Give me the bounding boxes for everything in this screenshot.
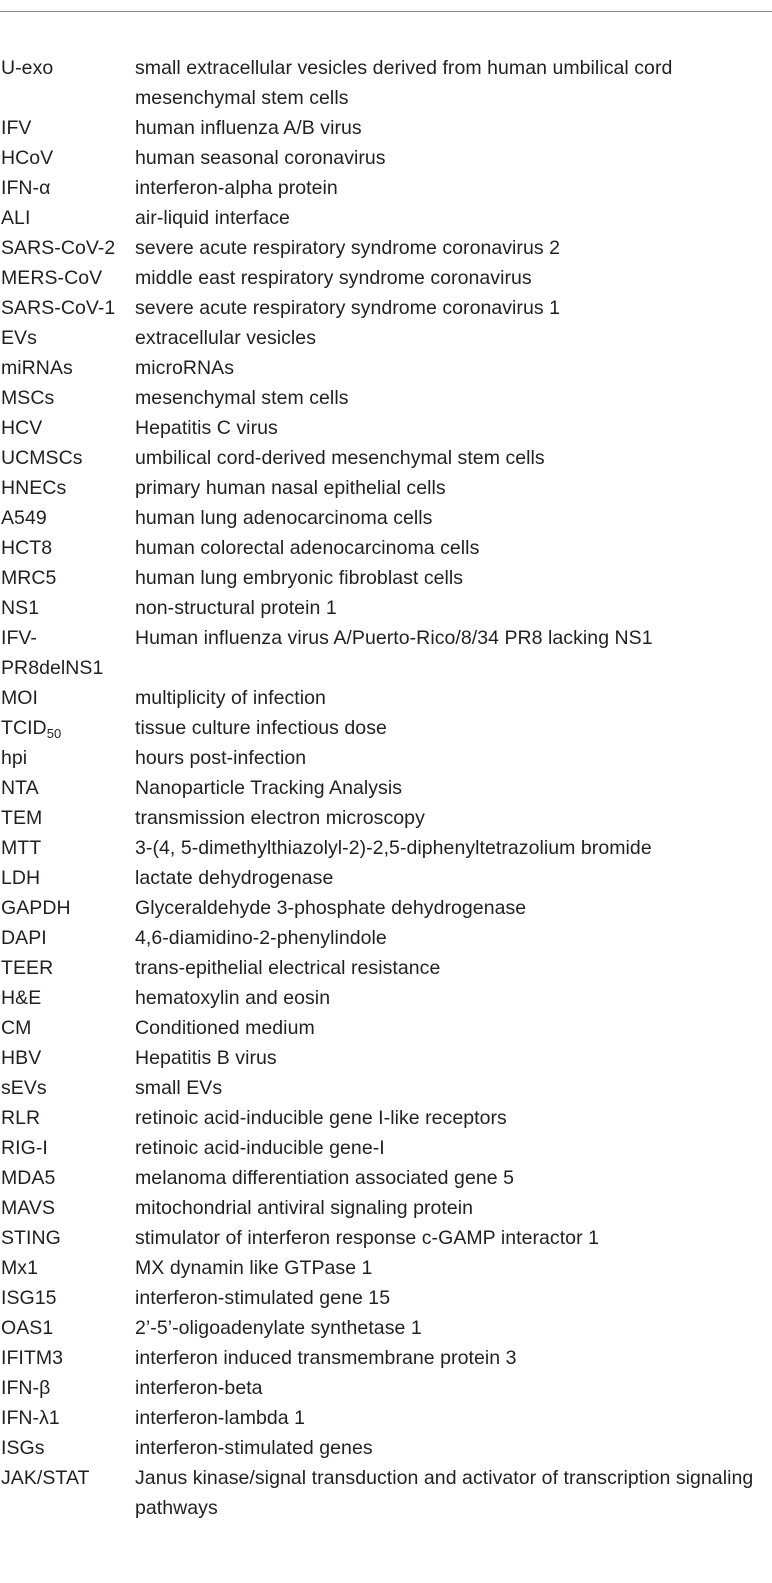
abbreviation-definition: umbilical cord-derived mesenchymal stem cells <box>135 447 545 469</box>
abbreviation-row <box>1 263 761 293</box>
abbreviation-term <box>1 683 135 713</box>
abbreviation-term <box>1 1433 135 1463</box>
abbreviation-row <box>1 113 761 143</box>
abbreviation-term-text: JAK/STAT <box>1 1467 90 1489</box>
abbreviation-term-text: ISGs <box>1 1437 45 1459</box>
abbreviation-term <box>1 203 135 233</box>
abbreviation-term-text: sEVs <box>1 1077 47 1099</box>
abbreviation-row <box>1 893 761 923</box>
abbreviation-term <box>1 593 135 623</box>
abbreviation-row <box>1 293 761 323</box>
abbreviation-row <box>1 1313 761 1343</box>
abbreviation-term-text: miRNAs <box>1 357 73 379</box>
abbreviation-term-text: OAS1 <box>1 1317 54 1339</box>
abbreviation-definition: Glyceraldehyde 3-phosphate dehydrogenase <box>135 897 527 919</box>
abbreviation-definition: melanoma differentiation associated gene 5 <box>135 1167 514 1189</box>
top-rule <box>0 11 772 12</box>
abbreviation-term <box>1 1163 135 1193</box>
abbreviation-term-text: LDH <box>1 867 41 889</box>
abbreviation-term-text: H&E <box>1 987 42 1009</box>
abbreviation-row <box>1 1373 761 1403</box>
abbreviation-term <box>1 353 135 383</box>
abbreviation-definition: trans-epithelial electrical resistance <box>135 957 441 979</box>
abbreviation-definition: transmission electron microscopy <box>135 807 425 829</box>
abbreviation-term-text: EVs <box>1 327 37 349</box>
abbreviation-definition: stimulator of interferon response c-GAMP interactor 1 <box>135 1227 599 1249</box>
abbreviation-row <box>1 773 761 803</box>
abbreviations-table <box>1 53 761 1523</box>
abbreviation-term <box>1 293 135 323</box>
abbreviation-term <box>1 1193 135 1223</box>
abbreviation-definition: MX dynamin like GTPase 1 <box>135 1257 373 1279</box>
abbreviation-term-text: RLR <box>1 1107 41 1129</box>
abbreviation-row <box>1 1223 761 1253</box>
abbreviation-term <box>1 863 135 893</box>
abbreviation-definition: 4,6-diamidino-2-phenylindole <box>135 927 387 949</box>
abbreviation-term <box>1 1373 135 1403</box>
abbreviation-definition: human seasonal coronavirus <box>135 147 386 169</box>
abbreviation-term-text: A549 <box>1 507 47 529</box>
abbreviation-term <box>1 803 135 833</box>
abbreviation-row <box>1 953 761 983</box>
abbreviation-row <box>1 593 761 623</box>
abbreviation-row <box>1 443 761 473</box>
abbreviation-term-text: HCT8 <box>1 537 53 559</box>
abbreviation-term <box>1 1253 135 1283</box>
abbreviation-row <box>1 713 761 743</box>
abbreviation-definition: extracellular vesicles <box>135 327 316 349</box>
abbreviation-term <box>1 173 135 203</box>
abbreviation-term-text: TCID <box>1 717 47 739</box>
abbreviation-row <box>1 863 761 893</box>
abbreviation-term-text: MTT <box>1 837 42 859</box>
abbreviation-term <box>1 323 135 353</box>
abbreviation-term-text: MAVS <box>1 1197 56 1219</box>
abbreviation-term-text: HCV <box>1 417 43 439</box>
abbreviation-row <box>1 383 761 413</box>
abbreviation-definition: air-liquid interface <box>135 207 290 229</box>
abbreviation-term <box>1 623 135 683</box>
abbreviation-term-text: UCMSCs <box>1 447 83 469</box>
abbreviation-term <box>1 773 135 803</box>
abbreviation-definition: multiplicity of infection <box>135 687 326 709</box>
abbreviation-term <box>1 443 135 473</box>
abbreviation-definition: hours post-infection <box>135 747 307 769</box>
abbreviation-term-text: U-exo <box>1 57 54 79</box>
abbreviation-term-text: IFV <box>1 117 32 139</box>
abbreviation-term-text: DAPI <box>1 927 47 949</box>
abbreviation-definition: human lung adenocarcinoma cells <box>135 507 433 529</box>
abbreviation-row <box>1 1433 761 1463</box>
abbreviation-term-text: MRC5 <box>1 567 57 589</box>
abbreviation-definition: interferon induced transmembrane protein 3 <box>135 1347 517 1369</box>
abbreviation-term-text: HBV <box>1 1047 42 1069</box>
abbreviation-row <box>1 1103 761 1133</box>
abbreviation-term <box>1 113 135 143</box>
abbreviation-term <box>1 743 135 773</box>
abbreviation-definition: interferon-lambda 1 <box>135 1407 306 1429</box>
abbreviation-term-text: TEER <box>1 957 54 979</box>
abbreviation-term <box>1 1133 135 1163</box>
abbreviation-definition: Nanoparticle Tracking Analysis <box>135 777 403 799</box>
abbreviation-definition: 2’-5’-oligoadenylate synthetase 1 <box>135 1317 422 1339</box>
abbreviation-term-text: ISG15 <box>1 1287 57 1309</box>
abbreviation-term <box>1 263 135 293</box>
abbreviation-term-text: STING <box>1 1227 61 1249</box>
abbreviation-term-text: IFV-PR8delNS1 <box>1 627 104 679</box>
abbreviation-term <box>1 503 135 533</box>
abbreviation-definition: primary human nasal epithelial cells <box>135 477 446 499</box>
abbreviation-term-text: MDA5 <box>1 1167 56 1189</box>
abbreviation-term <box>1 413 135 443</box>
abbreviation-definition: human influenza A/B virus <box>135 117 362 139</box>
abbreviation-term-subscript: 50 <box>46 726 62 741</box>
abbreviation-definition: Janus kinase/signal transduction and activator of transcription signaling pathways <box>135 1467 754 1519</box>
abbreviation-definition: small EVs <box>135 1077 223 1099</box>
abbreviation-term-text: CM <box>1 1017 32 1039</box>
abbreviation-row <box>1 983 761 1013</box>
abbreviation-term <box>1 1013 135 1043</box>
abbreviation-row <box>1 1343 761 1373</box>
abbreviation-definition: microRNAs <box>135 357 235 379</box>
abbreviation-row <box>1 803 761 833</box>
abbreviation-term-text: HNECs <box>1 477 67 499</box>
abbreviation-definition: retinoic acid-inducible gene I-like receptors <box>135 1107 507 1129</box>
abbreviation-definition: mitochondrial antiviral signaling protein <box>135 1197 474 1219</box>
abbreviation-definition: Human influenza virus A/Puerto-Rico/8/34 PR8 lacking NS1 <box>135 627 653 649</box>
abbreviation-term-text: NTA <box>1 777 39 799</box>
abbreviation-term-text: Mx1 <box>1 1257 38 1279</box>
abbreviation-row <box>1 1193 761 1223</box>
abbreviation-term <box>1 53 135 113</box>
abbreviation-term <box>1 983 135 1013</box>
abbreviation-term-text: IFN-β <box>1 1377 51 1399</box>
abbreviation-term-text: HCoV <box>1 147 54 169</box>
abbreviation-term-text: MSCs <box>1 387 55 409</box>
abbreviations-table-body <box>1 53 761 1523</box>
abbreviation-definition: lactate dehydrogenase <box>135 867 334 889</box>
abbreviation-term-text: MERS-CoV <box>1 267 103 289</box>
abbreviation-row <box>1 923 761 953</box>
abbreviation-term-text: IFN-λ1 <box>1 1407 60 1429</box>
abbreviation-row <box>1 53 761 113</box>
abbreviation-row <box>1 533 761 563</box>
abbreviation-row <box>1 203 761 233</box>
abbreviation-term-text: TEM <box>1 807 43 829</box>
abbreviation-term <box>1 1283 135 1313</box>
abbreviation-term <box>1 233 135 263</box>
abbreviation-row <box>1 1043 761 1073</box>
abbreviation-term <box>1 833 135 863</box>
abbreviation-definition: hematoxylin and eosin <box>135 987 331 1009</box>
abbreviation-term-text: MOI <box>1 687 38 709</box>
abbreviation-term <box>1 713 135 743</box>
abbreviation-term <box>1 1073 135 1103</box>
abbreviation-definition: interferon-beta <box>135 1377 263 1399</box>
abbreviation-term <box>1 533 135 563</box>
abbreviation-term <box>1 1043 135 1073</box>
abbreviation-term <box>1 1103 135 1133</box>
abbreviation-row <box>1 833 761 863</box>
abbreviation-term-text: NS1 <box>1 597 40 619</box>
abbreviation-row <box>1 1463 761 1523</box>
abbreviation-row <box>1 173 761 203</box>
abbreviation-term <box>1 473 135 503</box>
abbreviation-definition: small extracellular vesicles derived from human umbilical cord mesenchymal stem cells <box>135 57 673 109</box>
abbreviation-term <box>1 1403 135 1433</box>
abbreviation-definition: non-structural protein 1 <box>135 597 337 619</box>
abbreviation-definition: interferon-stimulated genes <box>135 1437 373 1459</box>
abbreviation-definition: severe acute respiratory syndrome coronavirus 2 <box>135 237 561 259</box>
abbreviation-definition: human colorectal adenocarcinoma cells <box>135 537 480 559</box>
abbreviation-definition: Conditioned medium <box>135 1017 315 1039</box>
abbreviation-term <box>1 893 135 923</box>
abbreviation-row <box>1 413 761 443</box>
abbreviation-term <box>1 383 135 413</box>
abbreviation-term <box>1 1313 135 1343</box>
abbreviation-term-text: hpi <box>1 747 28 769</box>
abbreviation-term <box>1 143 135 173</box>
abbreviation-row <box>1 473 761 503</box>
abbreviation-row <box>1 1403 761 1433</box>
abbreviation-definition: human lung embryonic fibroblast cells <box>135 567 464 589</box>
abbreviation-term-text: IFN-α <box>1 177 51 199</box>
abbreviation-row <box>1 143 761 173</box>
abbreviation-term-text: IFITM3 <box>1 1347 64 1369</box>
abbreviation-definition: Hepatitis C virus <box>135 417 278 439</box>
abbreviation-term-text: SARS-CoV-2 <box>1 237 116 259</box>
abbreviation-row <box>1 1073 761 1103</box>
abbreviation-term-text: ALI <box>1 207 31 229</box>
abbreviation-term <box>1 953 135 983</box>
abbreviation-definition: middle east respiratory syndrome coronavirus <box>135 267 532 289</box>
abbreviation-term-text: GAPDH <box>1 897 71 919</box>
abbreviation-row <box>1 623 761 683</box>
abbreviation-row <box>1 1283 761 1313</box>
abbreviation-row <box>1 1253 761 1283</box>
abbreviation-definition: interferon-alpha protein <box>135 177 338 199</box>
abbreviation-term <box>1 923 135 953</box>
abbreviation-term-text: RIG-I <box>1 1137 48 1159</box>
abbreviation-term <box>1 563 135 593</box>
abbreviation-row <box>1 1133 761 1163</box>
abbreviation-term <box>1 1463 135 1523</box>
abbreviation-definition: tissue culture infectious dose <box>135 717 387 739</box>
abbreviation-row <box>1 1013 761 1043</box>
abbreviation-definition: 3-(4, 5-dimethylthiazolyl-2)-2,5-diphenyltetrazolium bromide <box>135 837 652 859</box>
abbreviation-row <box>1 233 761 263</box>
abbreviation-definition: retinoic acid-inducible gene-I <box>135 1137 385 1159</box>
abbreviation-row <box>1 353 761 383</box>
abbreviation-row <box>1 683 761 713</box>
abbreviation-term-text: SARS-CoV-1 <box>1 297 116 319</box>
abbreviation-definition: severe acute respiratory syndrome coronavirus 1 <box>135 297 561 319</box>
abbreviation-row <box>1 1163 761 1193</box>
abbreviation-term <box>1 1223 135 1253</box>
abbreviation-definition: Hepatitis B virus <box>135 1047 277 1069</box>
abbreviation-row <box>1 743 761 773</box>
abbreviation-definition: mesenchymal stem cells <box>135 387 349 409</box>
abbreviation-row <box>1 323 761 353</box>
abbreviation-definition: interferon-stimulated gene 15 <box>135 1287 391 1309</box>
abbreviation-row <box>1 563 761 593</box>
abbreviation-term <box>1 1343 135 1373</box>
abbreviation-row <box>1 503 761 533</box>
